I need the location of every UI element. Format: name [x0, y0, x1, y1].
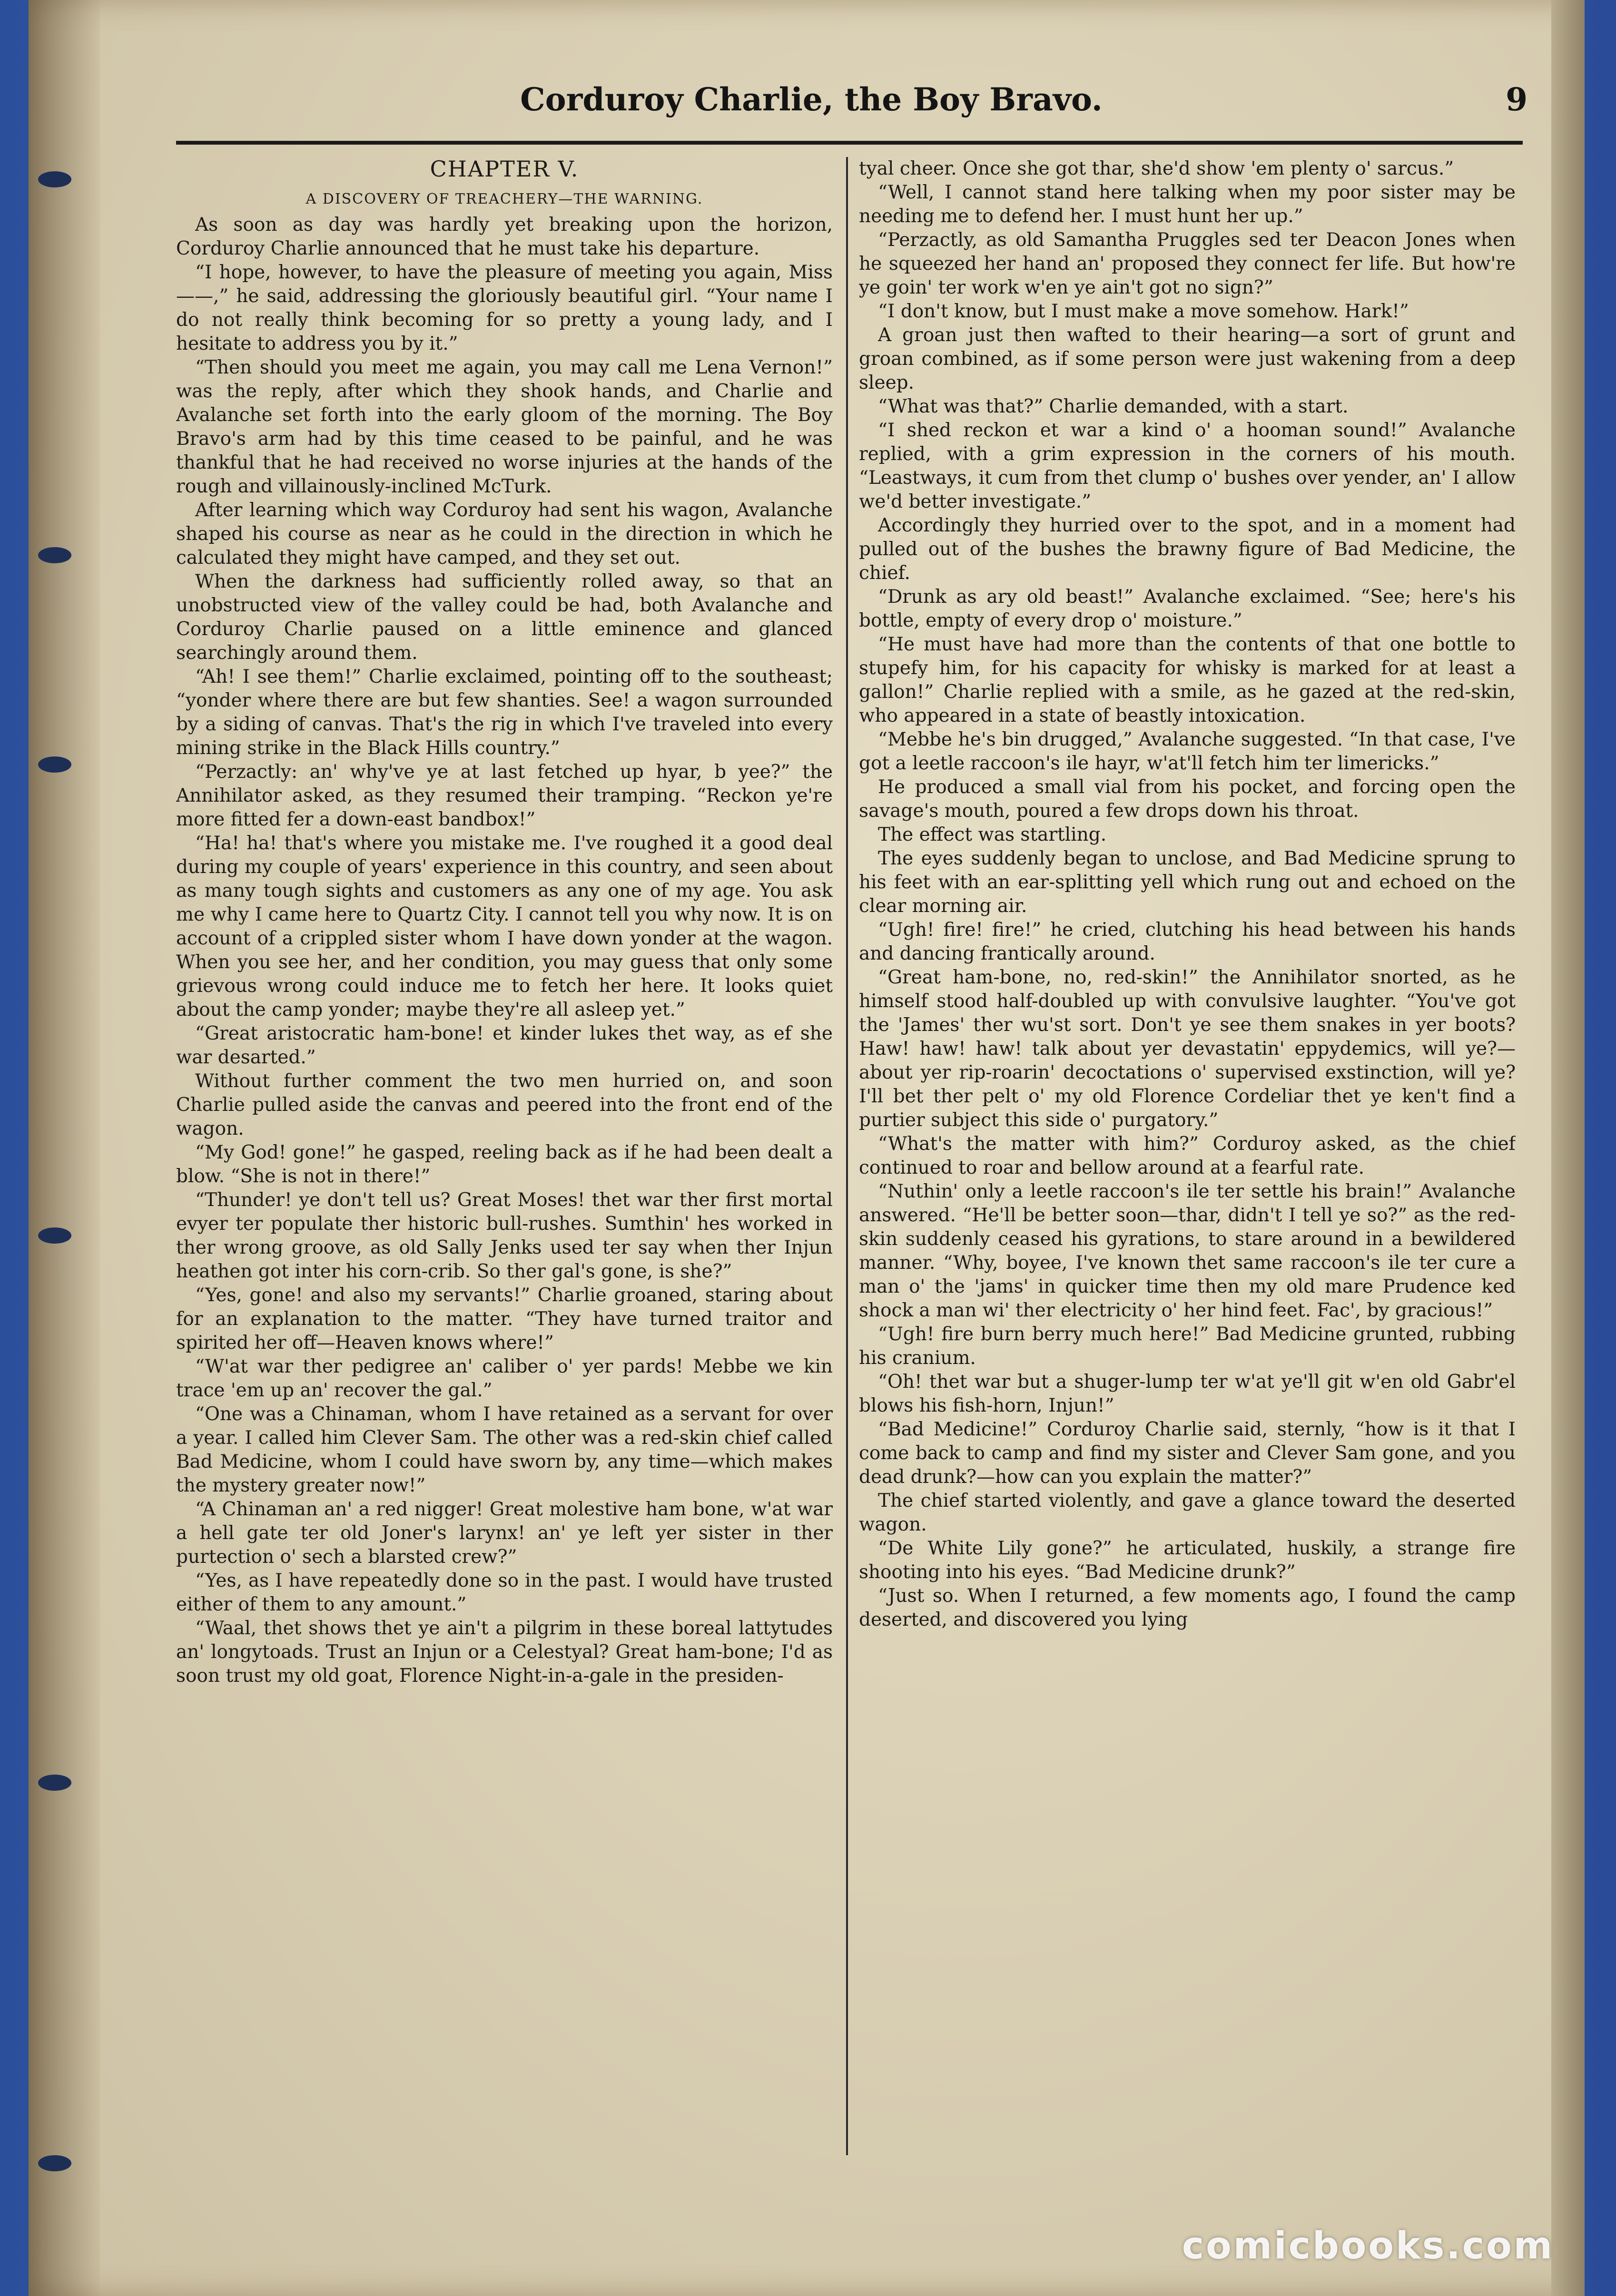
- binding-stitch: [38, 547, 71, 563]
- binding-stitch: [38, 171, 71, 187]
- paragraph: The eyes suddenly began to unclose, and Bad Medicine sprung to his feet with an ear-splitting yell which rung out and echoed on the clear morning air.: [859, 848, 1516, 917]
- binding-stitch: [38, 2155, 71, 2171]
- paragraph: Without further comment the two men hurried on, and soon Charlie pulled aside the canvas and peered into the front end of the wagon.: [176, 1070, 833, 1139]
- header-rule: [176, 141, 1523, 145]
- paragraph: “Mebbe he's bin drugged,” Avalanche suggested. “In that case, I've got a leetle raccoon's ile hayr, w'at'll fetch him ter limericks.”: [859, 729, 1516, 774]
- binding-stitch: [38, 1227, 71, 1244]
- paragraph: “W'at war ther pedigree an' caliber o' yer pards! Mebbe we kin trace 'em up an' recover the gal.”: [176, 1356, 833, 1401]
- paragraph: The chief started violently, and gave a glance toward the deserted wagon.: [859, 1490, 1516, 1535]
- paragraph: “Ugh! fire burn berry much here!” Bad Medicine grunted, rubbing his cranium.: [859, 1324, 1516, 1369]
- paragraph: “I hope, however, to have the pleasure of meeting you again, Miss ——,” he said, addressing the gloriously beautiful girl. “Your name I do not really think becoming for so pretty a young lady, and I hesitate to address you by it.”: [176, 262, 833, 354]
- paragraph: “Then should you meet me again, you may call me Lena Vernon!” was the reply, after which they shook hands, and Charlie and Avalanche set forth into the early gloom of the morning. The Boy Bravo's arm had by this time ceased to be painful, and he was thankful that he had received no worse injuries at the hands of the rough and villainously-inclined McTurk.: [176, 357, 833, 497]
- paragraph: A groan just then wafted to their hearing—a sort of grunt and groan combined, as if some person were just wakening from a deep sleep.: [859, 324, 1516, 393]
- page-edge: [1551, 0, 1585, 2296]
- paragraph: “Yes, gone! and also my servants!” Charlie groaned, staring about for an explanation to the matter. “They have turned traitor and spirited her off—Heaven knows where!”: [176, 1285, 833, 1354]
- paragraph: “Ha! ha! that's where you mistake me. I've roughed it a good deal during my couple of years' experience in this country, and seen about as many tough sights and customers as any one of my age. You ask me why I came here to Quartz City. I cannot tell you why now. It is on account of a crippled sister whom I have down yonder at the wagon. When you see her, and her condition, you may guess that only some grievous wrong could induce me to fetch her here. It looks quiet about the camp yonder; maybe they're all asleep yet.”: [176, 833, 833, 1020]
- right-column: [859, 157, 1516, 2155]
- paragraph: After learning which way Corduroy had sent his wagon, Avalanche shaped his course as near as he could in the direction in which he calculated they might have camped, and they set out.: [176, 500, 833, 569]
- paragraph: “Just so. When I returned, a few moments ago, I found the camp deserted, and discovered you lying: [859, 1585, 1516, 1630]
- paragraph: “A Chinaman an' a red nigger! Great molestive ham bone, w'at war a hell gate ter old Joner's larynx! an' ye left yer sister in ther purtection o' sech a blarsted crew?”: [176, 1499, 833, 1568]
- paragraph: “Great ham-bone, no, red-skin!” the Annihilator snorted, as he himself stood half-doubled up with convulsive laughter. “You've got the 'James' ther wu'st sort. Don't ye see them snakes in yer boots? Haw! haw! haw! talk about yer devastatin' eppydemics, will ye?—about yer rip-roarin' decoctations o' supervised exstinction, will ye? I'll bet ther pelt o' my old Florence Cordeliar thet ye ken't find a purtier subject this side o' purgatory.”: [859, 967, 1516, 1131]
- paragraph: “Ugh! fire! fire!” he cried, clutching his head between his hands and dancing frantically around.: [859, 919, 1516, 964]
- binding-stitch: [38, 756, 71, 773]
- chapter-title: CHAPTER V.: [430, 157, 579, 182]
- paragraph: “Oh! thet war but a shuger-lump ter w'at ye'll git w'en old Gabr'el blows his fish-horn, Injun!”: [859, 1371, 1516, 1416]
- paragraph: “De White Lily gone?” he articulated, huskily, a strange fire shooting into his eyes. “Bad Medicine drunk?”: [859, 1538, 1516, 1583]
- paragraph: “Ah! I see them!” Charlie exclaimed, pointing off to the southeast; “yonder where there are but few shanties. See! a wagon surrounded by a siding of canvas. That's the rig in which I've traveled into every mining strike in the Black Hills country.”: [176, 666, 833, 759]
- running-title: Corduroy Charlie, the Boy Bravo.: [520, 81, 1103, 118]
- paragraph: As soon as day was hardly yet breaking upon the horizon, Corduroy Charlie announced that he must take his departure.: [176, 214, 833, 259]
- paragraph: “What was that?” Charlie demanded, with a start.: [878, 396, 1349, 417]
- paragraph: He produced a small vial from his pocket, and forcing open the savage's mouth, poured a few drops down his throat.: [859, 776, 1516, 822]
- paragraph: “Perzactly, as old Samantha Pruggles sed ter Deacon Jones when he squeezed her hand an' proposed they connect fer life. But how're ye goin' ter work w'en ye ain't got no sign?”: [859, 229, 1516, 298]
- site-watermark: comicbooks.com: [1182, 2225, 1554, 2267]
- paragraph: “Bad Medicine!” Corduroy Charlie said, sternly, “how is it that I come back to camp and find my sister and Clever Sam gone, and you dead drunk?—how can you explain the matter?”: [859, 1419, 1516, 1488]
- paragraph: tyal cheer. Once she got thar, she'd show 'em plenty o' sarcus.”: [859, 158, 1454, 179]
- paragraph: “Perzactly: an' why've ye at last fetched up hyar, b yee?” the Annihilator asked, as they resumed their tramping. “Reckon ye're more fitted fer a down-east bandbox!”: [176, 761, 833, 830]
- paragraph: “Waal, thet shows thet ye ain't a pilgrim in these boreal lattytudes an' longytoads. Trust an Injun or a Celestyal? Great ham-bone; I'd as soon trust my old goat, Florence Night-in-a-gale in the presiden-: [176, 1618, 833, 1687]
- chapter-subtitle: A DISCOVERY OF TREACHERY—THE WARNING.: [305, 191, 703, 207]
- paragraph: “Thunder! ye don't tell us? Great Moses! thet war ther first mortal evyer ter populate ther historic bull-rushes. Sumthin' hes worked in ther wrong groove, as old Sally Jenks used ter say when ther Injun heathen got inter his corn-crib. So ther gal's gone, is she?”: [176, 1189, 833, 1282]
- paragraph: The effect was startling.: [878, 824, 1107, 845]
- column-rule: [846, 157, 848, 2155]
- paragraph: “Nuthin' only a leetle raccoon's ile ter settle his brain!” Avalanche answered. “He'll be better soon—thar, didn't I tell ye so?” as the red-skin suddenly ceased his gyrations, to stare around in a bewildered manner. “Why, boyee, I've known thet same raccoon's ile ter cure a man o' the 'jams' in quicker time then my old mare Prudence ked shock a man wi' ther electricity o' her hind feet. Fac', by gracious!”: [859, 1181, 1516, 1321]
- paragraph: “My God! gone!” he gasped, reeling back as if he had been dealt a blow. “She is not in there!”: [176, 1142, 833, 1187]
- paragraph: “He must have had more than the contents of that one bottle to stupefy him, for his capacity for whisky is marked for at least a gallon!” Charlie replied with a smile, as he gazed at the red-skin, who appeared in a state of beastly intoxication.: [859, 634, 1516, 726]
- paragraph: “One was a Chinaman, whom I have retained as a servant for over a year. I called him Clever Sam. The other was a red-skin chief called Bad Medicine, whom I could have sworn by, any time—which makes the mystery greater now!”: [176, 1403, 833, 1496]
- page-number: 9: [1506, 81, 1527, 118]
- left-column: [176, 157, 833, 2155]
- binding-stitch: [38, 1775, 71, 1791]
- paragraph: “Yes, as I have repeatedly done so in the past. I would have trusted either of them to any amount.”: [176, 1570, 833, 1615]
- paragraph: “Drunk as ary old beast!” Avalanche exclaimed. “See; here's his bottle, empty of every drop o' moisture.”: [859, 586, 1516, 631]
- paragraph: Accordingly they hurried over to the spot, and in a moment had pulled out of the bushes the brawny figure of Bad Medicine, the chief.: [859, 515, 1516, 584]
- paragraph: “Great aristocratic ham-bone! et kinder lukes thet way, as ef she war desarted.”: [176, 1023, 833, 1068]
- paragraph: “Well, I cannot stand here talking when my poor sister may be needing me to defend her. I must hunt her up.”: [859, 182, 1516, 227]
- paragraph: When the darkness had sufficiently rolled away, so that an unobstructed view of the valley could be had, both Avalanche and Corduroy Charlie paused on a little eminence and glanced searchingly around them.: [176, 571, 833, 664]
- binding-margin: [29, 0, 100, 2296]
- paragraph: “What's the matter with him?” Corduroy asked, as the chief continued to roar and bellow around at a fearful rate.: [859, 1133, 1516, 1178]
- page-header: [176, 71, 1527, 128]
- paragraph: “I don't know, but I must make a move somehow. Hark!”: [878, 301, 1409, 322]
- paragraph: “I shed reckon et war a kind o' a hooman sound!” Avalanche replied, with a grim expression in the corners of his mouth. “Leastways, it cum from thet clump o' bushes over yender, an' I allow we'd better investigate.”: [859, 420, 1516, 512]
